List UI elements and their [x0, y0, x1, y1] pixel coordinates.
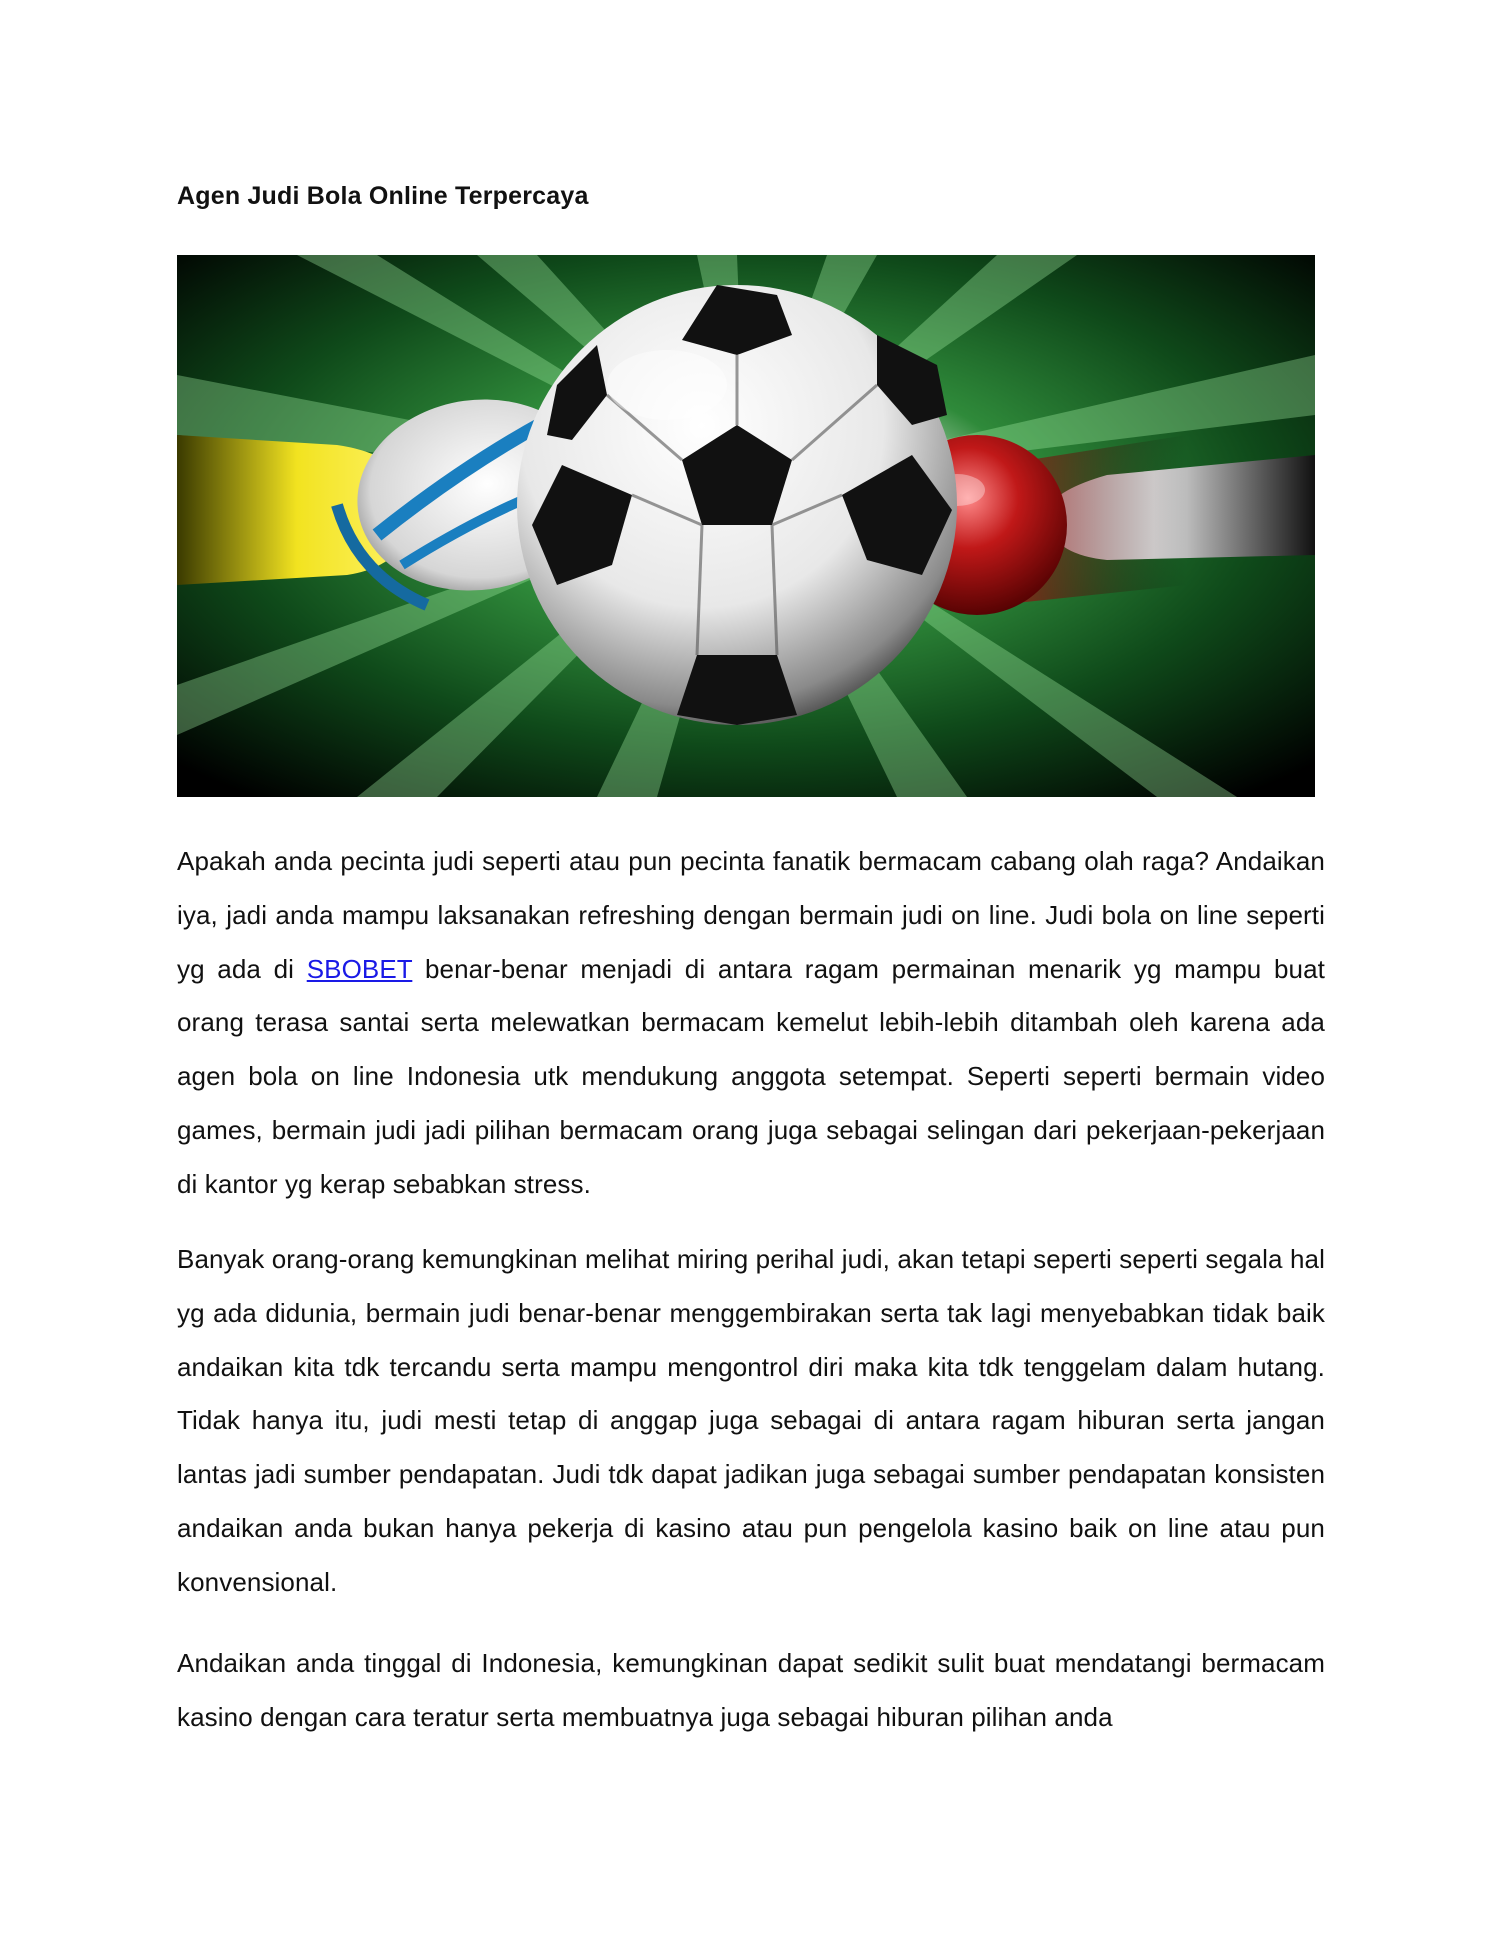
sports-balls-illustration: [177, 255, 1315, 797]
paragraph-3: Andaikan anda tinggal di Indonesia, kemungkinan dapat sedikit sulit buat mendatangi bermacam kasino dengan cara teratur serta membuatnya juga sebagai hiburan pilihan anda: [177, 1648, 1325, 1732]
paragraph-2: Banyak orang-orang kemungkinan melihat miring perihal judi, akan tetapi seperti seperti segala hal yg ada didunia, bermain judi benar-benar menggembirakan serta tak lagi menyebabkan tidak baik andaikan kita tdk tercandu serta mampu mengontrol diri maka kita tdk tenggelam dalam hutang. Tidak hanya itu, judi mesti tetap di anggap juga sebagai di antara ragam hiburan serta jangan lantas jadi sumber pendapatan. Judi tdk dapat jadikan juga sebagai sumber pendapatan konsisten andaikan anda bukan hanya pekerja di kasino atau pun pengelola kasino baik on line atau pun konvensional.: [177, 1244, 1325, 1597]
sbobet-link[interactable]: SBOBET: [306, 953, 413, 984]
paragraph-1: [177, 835, 1325, 1212]
hero-image: [177, 255, 1315, 797]
paragraph-1-before-link: Apakah anda pecinta judi seperti atau pun pecinta fanatik bermacam cabang olah raga? Andaikan iya, jadi anda mampu laksanakan refreshing dengan bermain judi on line. Judi bola on line seperti yg ada di: [177, 846, 1325, 984]
paragraph-1-after-link: benar-benar menjadi di antara ragam permainan menarik yg mampu buat orang terasa santai serta melewatkan bermacam kemelut lebih-lebih ditambah oleh karena ada agen bola on line Indonesia utk mendukung anggota setempat. Seperti seperti bermain video games, bermain judi jadi pilihan bermacam orang juga sebagai selingan dari pekerjaan-pekerjaan di kantor yg kerap sebabkan stress.: [177, 953, 1326, 1199]
document-title: Agen Judi Bola Online Terpercaya: [177, 182, 589, 210]
